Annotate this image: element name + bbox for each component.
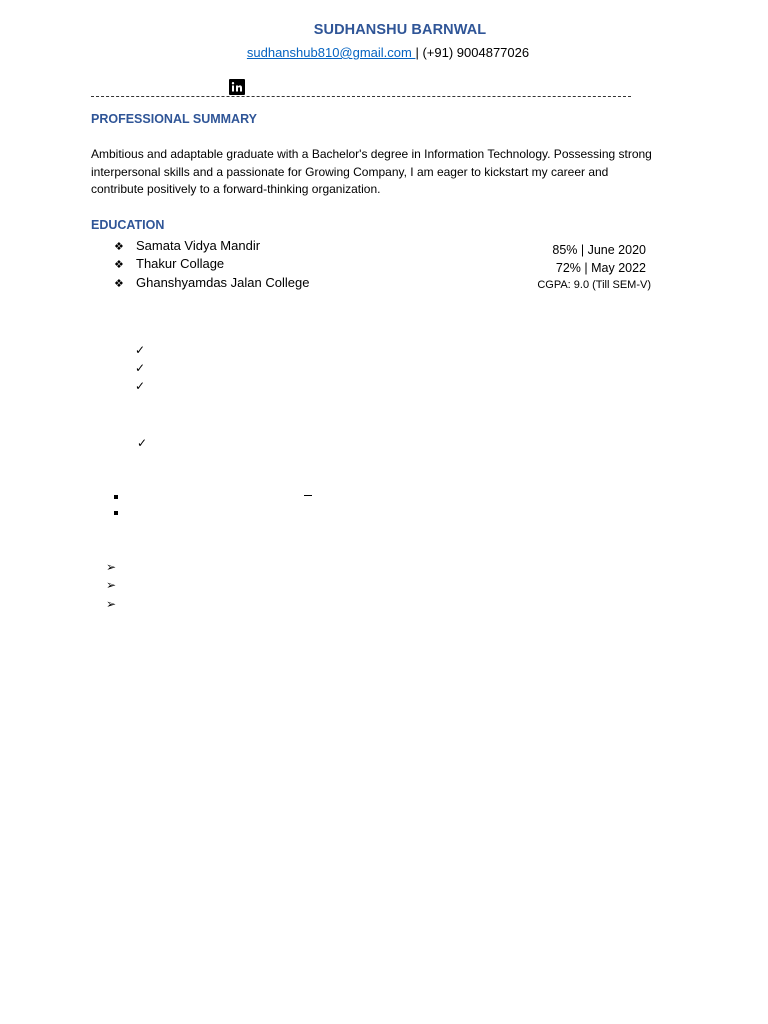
arrow-bullet-icon: ➢ [106,560,117,574]
education-item [114,256,224,271]
diamond-bullet-icon: ❖ [114,278,124,290]
education-item [114,238,260,253]
linkedin-icon[interactable] [229,79,245,95]
education-score: CGPA: 9.0 (Till SEM-V) [537,279,651,291]
institution-name: Thakur Collage [136,256,225,271]
candidate-name: SUDHANSHU BARNWAL [313,22,487,38]
square-bullet-icon [114,495,118,499]
email-link[interactable]: sudhanshub810@gmail.com [246,45,416,60]
arrow-bullet-icon: ➢ [106,597,117,611]
square-bullet-icon [114,511,118,515]
check-icon: ✓ [135,343,146,357]
linkedin-glyph-icon [229,79,245,95]
diamond-bullet-icon: ❖ [114,259,124,271]
dash-mark [304,495,312,496]
diamond-bullet-icon: ❖ [114,241,124,253]
education-heading: EDUCATION [91,218,165,232]
check-icon: ✓ [137,436,148,450]
section-divider [91,96,631,97]
phone-number: (+91) 9004877026 [422,45,530,60]
arrow-bullet-icon: ➢ [106,578,117,592]
contact-line [0,45,768,60]
institution-name: Samata Vidya Mandir [136,238,261,253]
check-icon: ✓ [135,379,146,393]
contact-separator: | [415,45,423,60]
check-icon: ✓ [135,361,146,375]
institution-name: Ghanshyamdas Jalan College [136,275,310,290]
education-score: 85% | June 2020 [552,243,646,257]
summary-heading: PROFESSIONAL SUMMARY [91,112,257,126]
education-score: 72% | May 2022 [555,261,646,275]
education-item [114,275,309,290]
summary-text: Ambitious and adaptable graduate with a Bachelor's degree in Information Technology. Possessing strong interpersonal skills and a passionate for Growing Company, I am eager to kickstart my career and contribute positively to a forward-thinking organization. [91,147,652,196]
